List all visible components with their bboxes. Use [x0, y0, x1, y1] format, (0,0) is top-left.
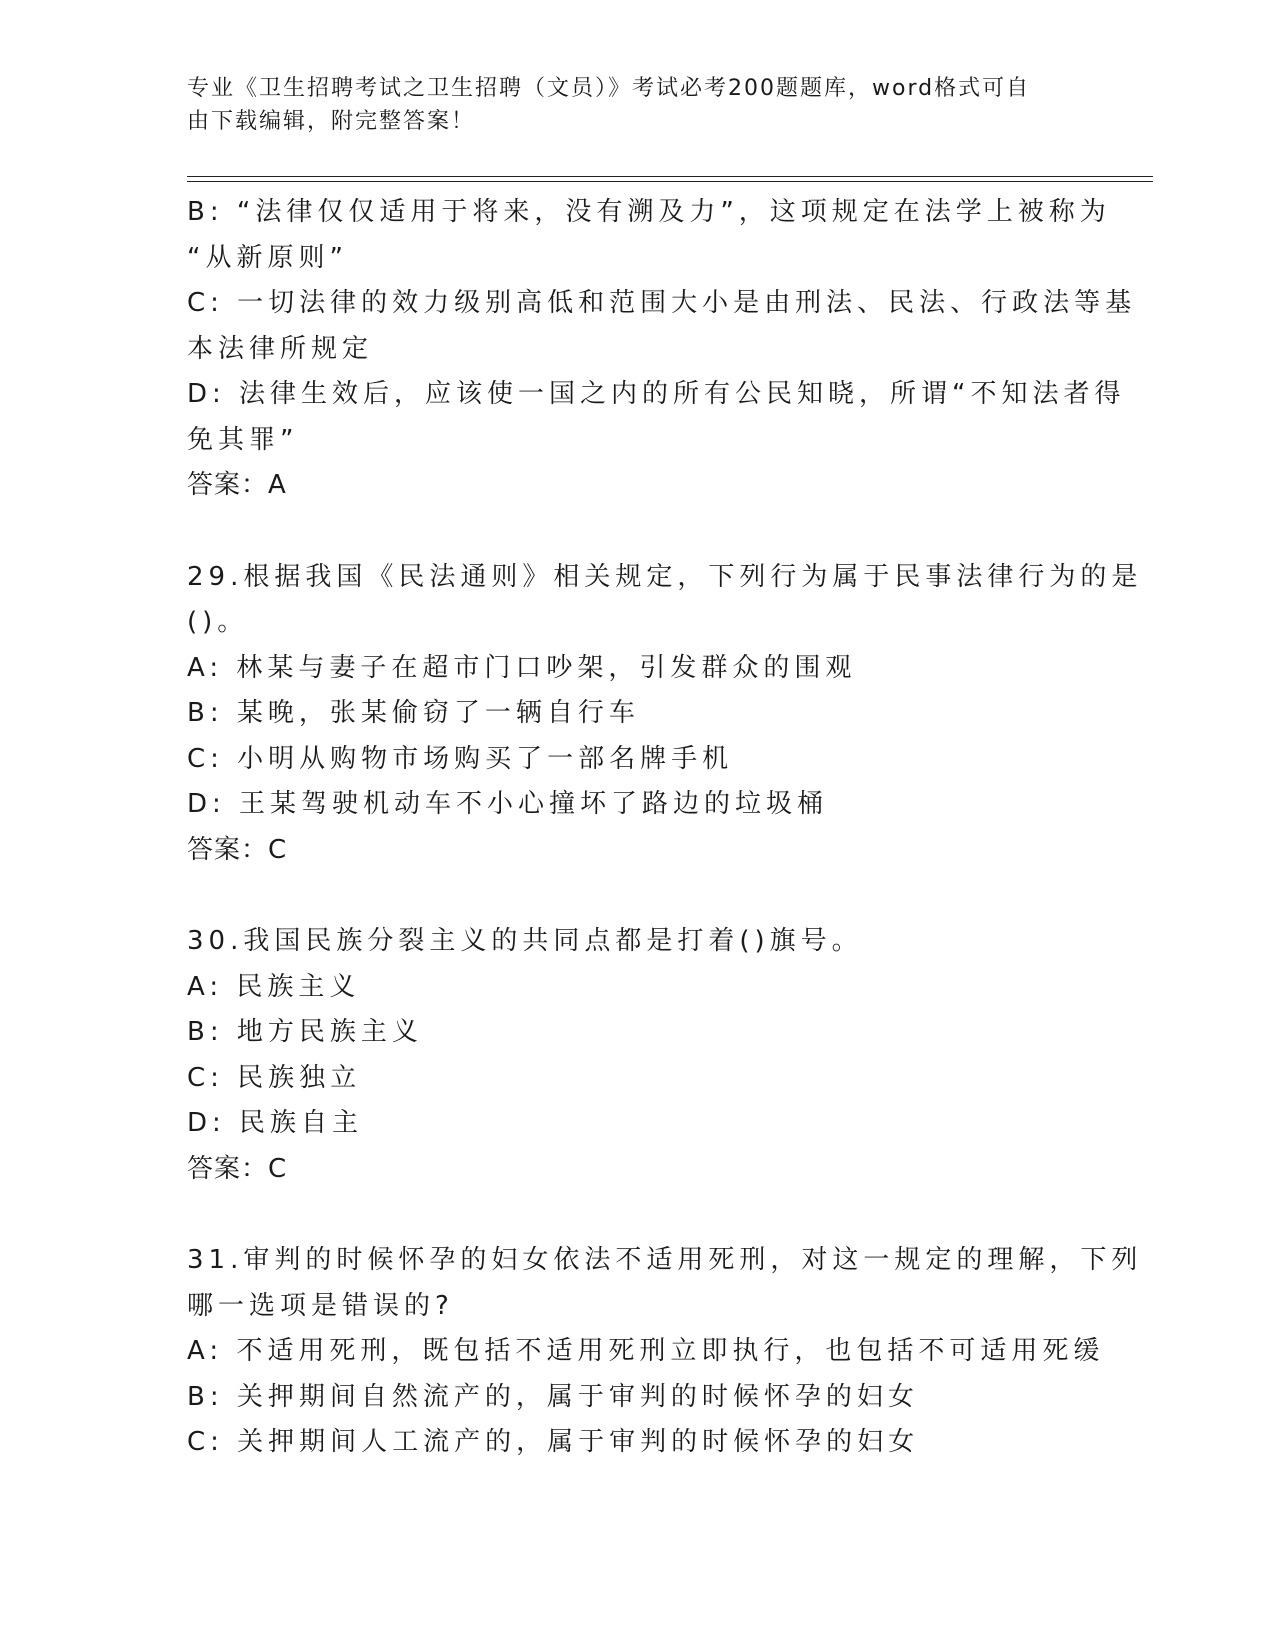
q30-stem: 30.我国民族分裂主义的共同点都是打着()旗号。: [187, 926, 863, 956]
q29-option-d: D: 王某驾驶机动车不小心撞坏了路边的垃圾桶: [187, 789, 829, 819]
header-divider-top: [187, 176, 1153, 177]
q31-option-a: A: 不适用死刑，既包括不适用死刑立即执行，也包括不可适用死缓: [187, 1336, 1105, 1366]
q28-option-c-line-2: 本法律所规定: [187, 333, 374, 364]
header-title-line-1: 专业《卫生招聘考试之卫生招聘（文员）》考试必考200题题库，word格式可自: [187, 76, 1031, 101]
q29-stem-line-2: ()。: [187, 607, 249, 637]
q31-stem-line-2: 哪一选项是错误的?: [187, 1290, 454, 1321]
q31-option-c: C: 关押期间人工流产的，属于审判的时候怀孕的妇女: [187, 1427, 920, 1457]
q29-stem-line-1: 29.根据我国《民法通则》相关规定，下列行为属于民事法律行为的是: [187, 561, 1143, 592]
q30-option-a: A: 民族主义: [187, 971, 361, 1002]
question-content: [187, 190, 1143, 1466]
q31-option-b: B: 关押期间自然流产的，属于审判的时候怀孕的妇女: [187, 1381, 919, 1412]
q28-option-d-line-1: D: 法律生效后，应该使一国之内的所有公民知晓，所谓“不知法者得: [187, 379, 1126, 409]
q30-answer: 答案：C: [187, 1153, 288, 1184]
spacer: [187, 509, 1077, 555]
spacer: [187, 873, 1077, 919]
q30-option-c: C: 民族独立: [187, 1062, 362, 1093]
question-30: [187, 919, 1077, 1192]
q28-option-b-line-2: “从新原则”: [187, 242, 348, 273]
document-header: [187, 72, 1087, 138]
q28-option-b-line-1: B: “法律仅仅适用于将来，没有溯及力”，这项规定在法学上被称为: [187, 197, 1111, 227]
q28-option-c-line-1: C: 一切法律的效力级别高低和范围大小是由刑法、民法、行政法等基: [187, 288, 1137, 318]
q28-answer: 答案：A: [187, 470, 287, 500]
q29-option-b: B: 某晚，张某偷窃了一辆自行车: [187, 698, 640, 728]
q28-option-d-line-2: 免其罪”: [187, 424, 299, 455]
question-28-tail: [187, 190, 1137, 509]
q29-option-a: A: 林某与妻子在超市门口吵架，引发群众的围观: [187, 652, 857, 683]
q29-answer: 答案：C: [187, 834, 288, 865]
header-divider-bottom: [187, 181, 1153, 182]
q29-option-c: C: 小明从购物市场购买了一部名牌手机: [187, 743, 734, 774]
q30-option-b: B: 地方民族主义: [187, 1017, 423, 1047]
header-title-line-2: 由下载编辑，附完整答案！: [187, 109, 476, 134]
question-31: [187, 1238, 1143, 1466]
spacer: [187, 1192, 1077, 1238]
question-29: [187, 555, 1143, 874]
q31-stem-line-1: 31.审判的时候怀孕的妇女依法不适用死刑，对这一规定的理解，下列: [187, 1245, 1143, 1275]
q30-option-d: D: 民族自主: [187, 1108, 364, 1138]
